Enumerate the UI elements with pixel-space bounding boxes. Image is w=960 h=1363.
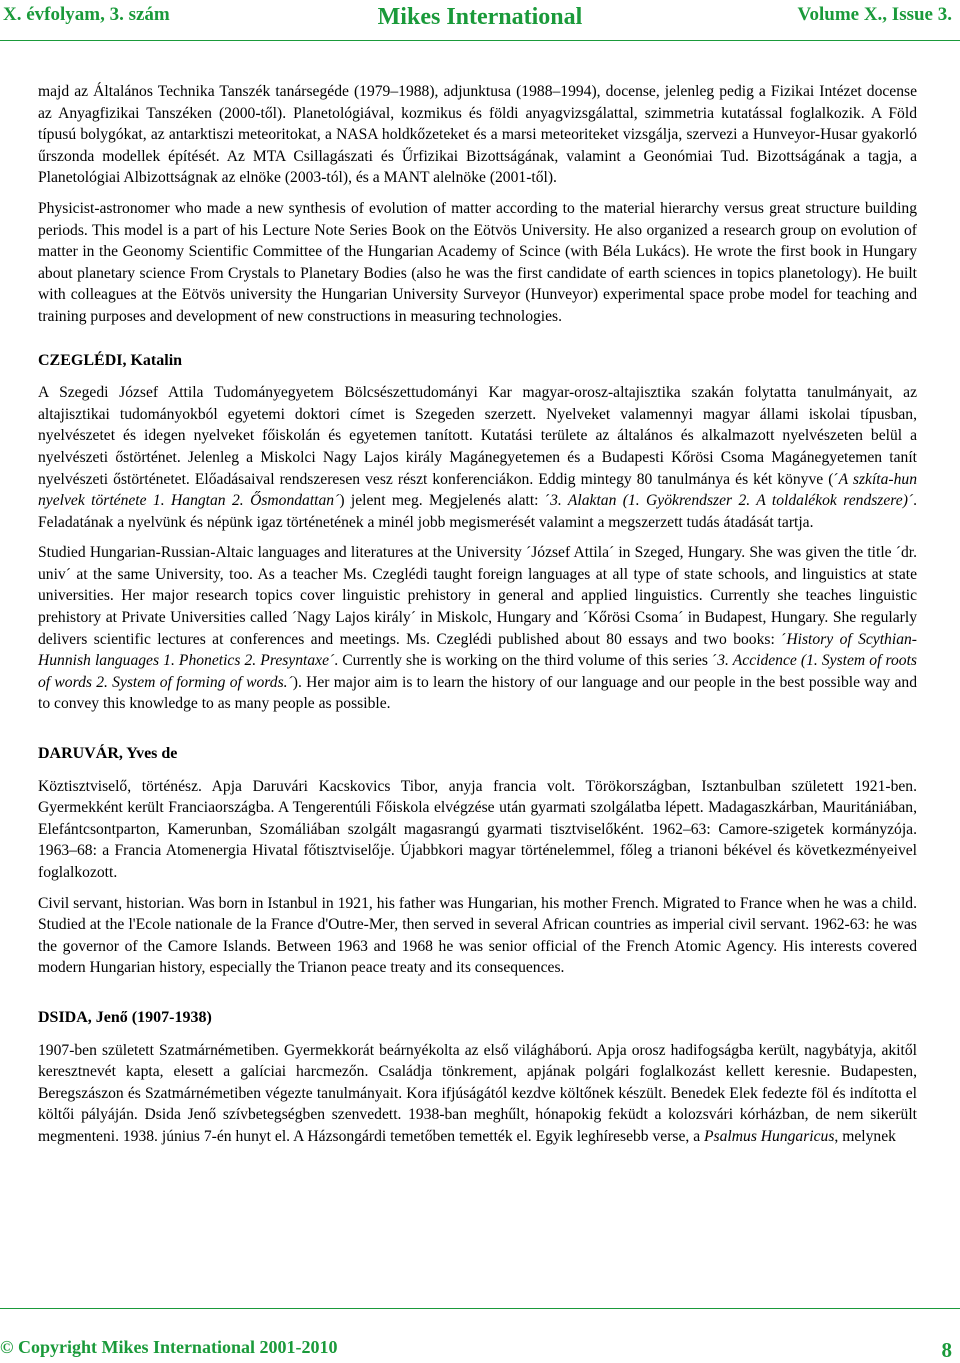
issue-label-english: Volume X., Issue 3. — [797, 4, 952, 25]
paragraph-text: . Feladatának a nyelvünk és népünk igaz történetének a minél jobb megismerését valamint a megszerzett tudás átadását tartja. — [38, 492, 918, 531]
paragraph-text: , melynek — [834, 1127, 896, 1145]
paragraph — [38, 1040, 917, 1148]
paragraph — [38, 542, 917, 715]
paragraph — [38, 382, 917, 533]
book-title: 3. Accidence (1. System of roots of words 2. System of forming of words.´ — [38, 652, 917, 691]
article-body — [38, 81, 917, 1157]
entry-heading: CZEGLÉDI, Katalin — [38, 351, 183, 369]
page-number: 8 — [941, 1338, 952, 1362]
paragraph: majd az Általános Technika Tanszék tanársegéde (1979–1988), adjunktusa (1988–1994), docense, jelenleg pedig a Fizikai Intézet docense az Anyagfizikai Tanszéken (2000-től). Planetológiával, kozmikus és földi anyagvizsgálattal, szimmetria kutatással foglalkozik. A Föld típusú bolygókat, az antarktiszi meteoritokat, a NASA holdkőzeteket és a marsi meteoriteket vizsgálja, szervezi a Hunveyor-Husar gyakorló űrszonda modellek építését. Az MTA Csillagászati és Űrfizikai Bizottságának, valamint a Geonómiai Tud. Bizottságának a tagja, a Planetológiai Albizottságnak az elnöke (2003-tól), és a MANT alelnöke (2001-től). — [38, 83, 917, 187]
entry-heading: DSIDA, Jenő (1907-1938) — [38, 1008, 212, 1026]
paragraph: Köztisztviselő, történész. Apja Daruvári Kacskovics Tibor, anyja francia volt. Törökországban, Isztanbulban született 1921-ben. Gyermekként került Franciaországba. A Tengerentúli Főiskola elvégzése után gyarmati szolgálatba lépett. Madagaszkárban, Mauritániában, Elefántcsontparton, Kamerunban, Szomáliában szolgált magasrangú gyarmati tisztviselőként. 1962–63: Camore-szigetek kormányzója. 1963–68: a Francia Atomenergia Hivatal főtisztviselője. Újabbkori magyar történelemmel, főleg a trianoni békével és következményeivel foglalkozott. — [38, 777, 917, 881]
paragraph-text: ). Her major aim is to learn the history of our language and our people in the best possible way and to convey this knowledge to as many people as possible. — [38, 673, 917, 713]
issue-label-hungarian: X. évfolyam, 3. szám — [3, 4, 170, 25]
header-divider — [0, 40, 960, 41]
book-title: A szkíta-hun nyelvek története 1. Hangtan 2. Ősmondattan´ — [38, 470, 917, 510]
paragraph: Civil servant, historian. Was born in Istanbul in 1921, his father was Hungarian, his mother French. Migrated to France when he was a child. Studied at the l'Ecole nationale de la France d'Outre-Mer, then served in several African countries as imperial civil servant. 1962-63: he was the governor of the Camore Islands. Between 1963 and 1968 he was senior official of the French Atomic Agency. His interests covered modern Hungarian history, especially the Trianon peace treaty and its consequences. — [38, 894, 917, 977]
journal-title: Mikes International — [377, 4, 583, 30]
page-header — [0, 0, 960, 40]
paragraph-text: Studied Hungarian-Russian-Altaic languages and literatures at the University ´József Attila´ in Szeged, Hungary. She was given the title ´dr. univ´ at the same University, too. As a teacher Ms. Czeglédi taught foreign languages at all type of state schools, and linguistics at state universities. Her major research topics cover linguistic prehistory in general and applied linguistics. Currently she teaches linguistic prehistory at Private Universities called ´Nagy Lajos király´ in Miskolc, Hungary and ´Kőrösi Csoma´ in Budapest, Hungary. She regularly delivers scientific lectures at conferences and meetings. Ms. Czeglédi published about 80 essays and two books: ´ — [38, 544, 917, 648]
paragraph: Physicist-astronomer who made a new synthesis of evolution of matter according to the material hierarchy versus great structure building periods. This model is a part of his Lecture Note Series Book on the Eötvös University. He also organized a research group on evolution of matter in the Geonomy Scientific Committee of the Hungarian Academy of Scince (with Béla Lukács). He wrote the first book in Hungary about planetary science From Crystals to Planetary Bodies (also he was the first candidate of earth sciences in topics planetology). He built with colleagues at the Eötvös university the Hungarian University Surveyor (Hunveyor) experimental space probe model for teaching and training purposes and development of new constructions in measuring technologies. — [38, 199, 917, 325]
book-title: History of Scythian-Hunnish languages 1. Phonetics 2. Presyntaxe´ — [38, 630, 917, 670]
paragraph-text: A Szegedi József Attila Tudományegyetem Bölcsészettudományi Kar magyar-orosz-altajisztika szakán folytatta tanulmányait, az altajisztikai tudományokból egyetemi doktori címet is Szegeden szerzett. Nyelveket valamennyi magyar állami iskolai típusban, nyelvészetet és idegen nyelveket főiskolán és egyetemen tanított. Kutatási területe az általános és alkalmazott nyelvészeten belül a nyelvészeti őstörténet. Jelenleg a Miskolci Nagy Lajos király Magánegyetemen és a Budapesti Kőrösi Csoma Magánegyetemen tanít nyelvészeti őstörténetet. Előadásaival rendszeresen vesz részt konferenciákon. Eddig mintegy 80 tanulmánya és két könyve (´ — [38, 384, 917, 488]
copyright-notice: © Copyright Mikes International 2001-2010 — [0, 1337, 338, 1357]
paragraph-text: ) jelent meg. Megjelenés alatt: ´ — [339, 492, 551, 510]
paragraph-text: . Currently she is working on the third volume of this series ´ — [334, 652, 718, 670]
paragraph-text: 1907-ben született Szatmárnémetiben. Gyermekkorát beárnyékolta az első világháború. Apja orosz hadifogságba került, nagybátyja, akitől keresztnevét kapta, elesett a galíciai harcmezőn. Családja tönkrement, apjának polgári foglalkozást kellett keresnie. Budapesten, Beregszászon és Szatmárnémetiben végezte tanulmányait. Kora ifjúságától kezdve költőnek készült. Benedek Elek fedezte föl és indította el költői pályáján. Dsida Jenő szívbetegségben szenvedett. 1938-ban meghűlt, hónapokig feküdt a kolozsvári kórházban, de nem sikerült megmenteni. 1938. június 7-én hunyt el. A Házsongárdi temetőben temették el. Egyik leghíresebb verse, a — [38, 1041, 917, 1145]
poem-title: Psalmus Hungaricus — [704, 1127, 835, 1145]
book-title: 3. Alaktan (1. Gyökrendszer 2. A toldalékok rendszere)´ — [550, 492, 914, 510]
footer-divider — [0, 1308, 960, 1309]
entry-heading: DARUVÁR, Yves de — [38, 745, 178, 763]
